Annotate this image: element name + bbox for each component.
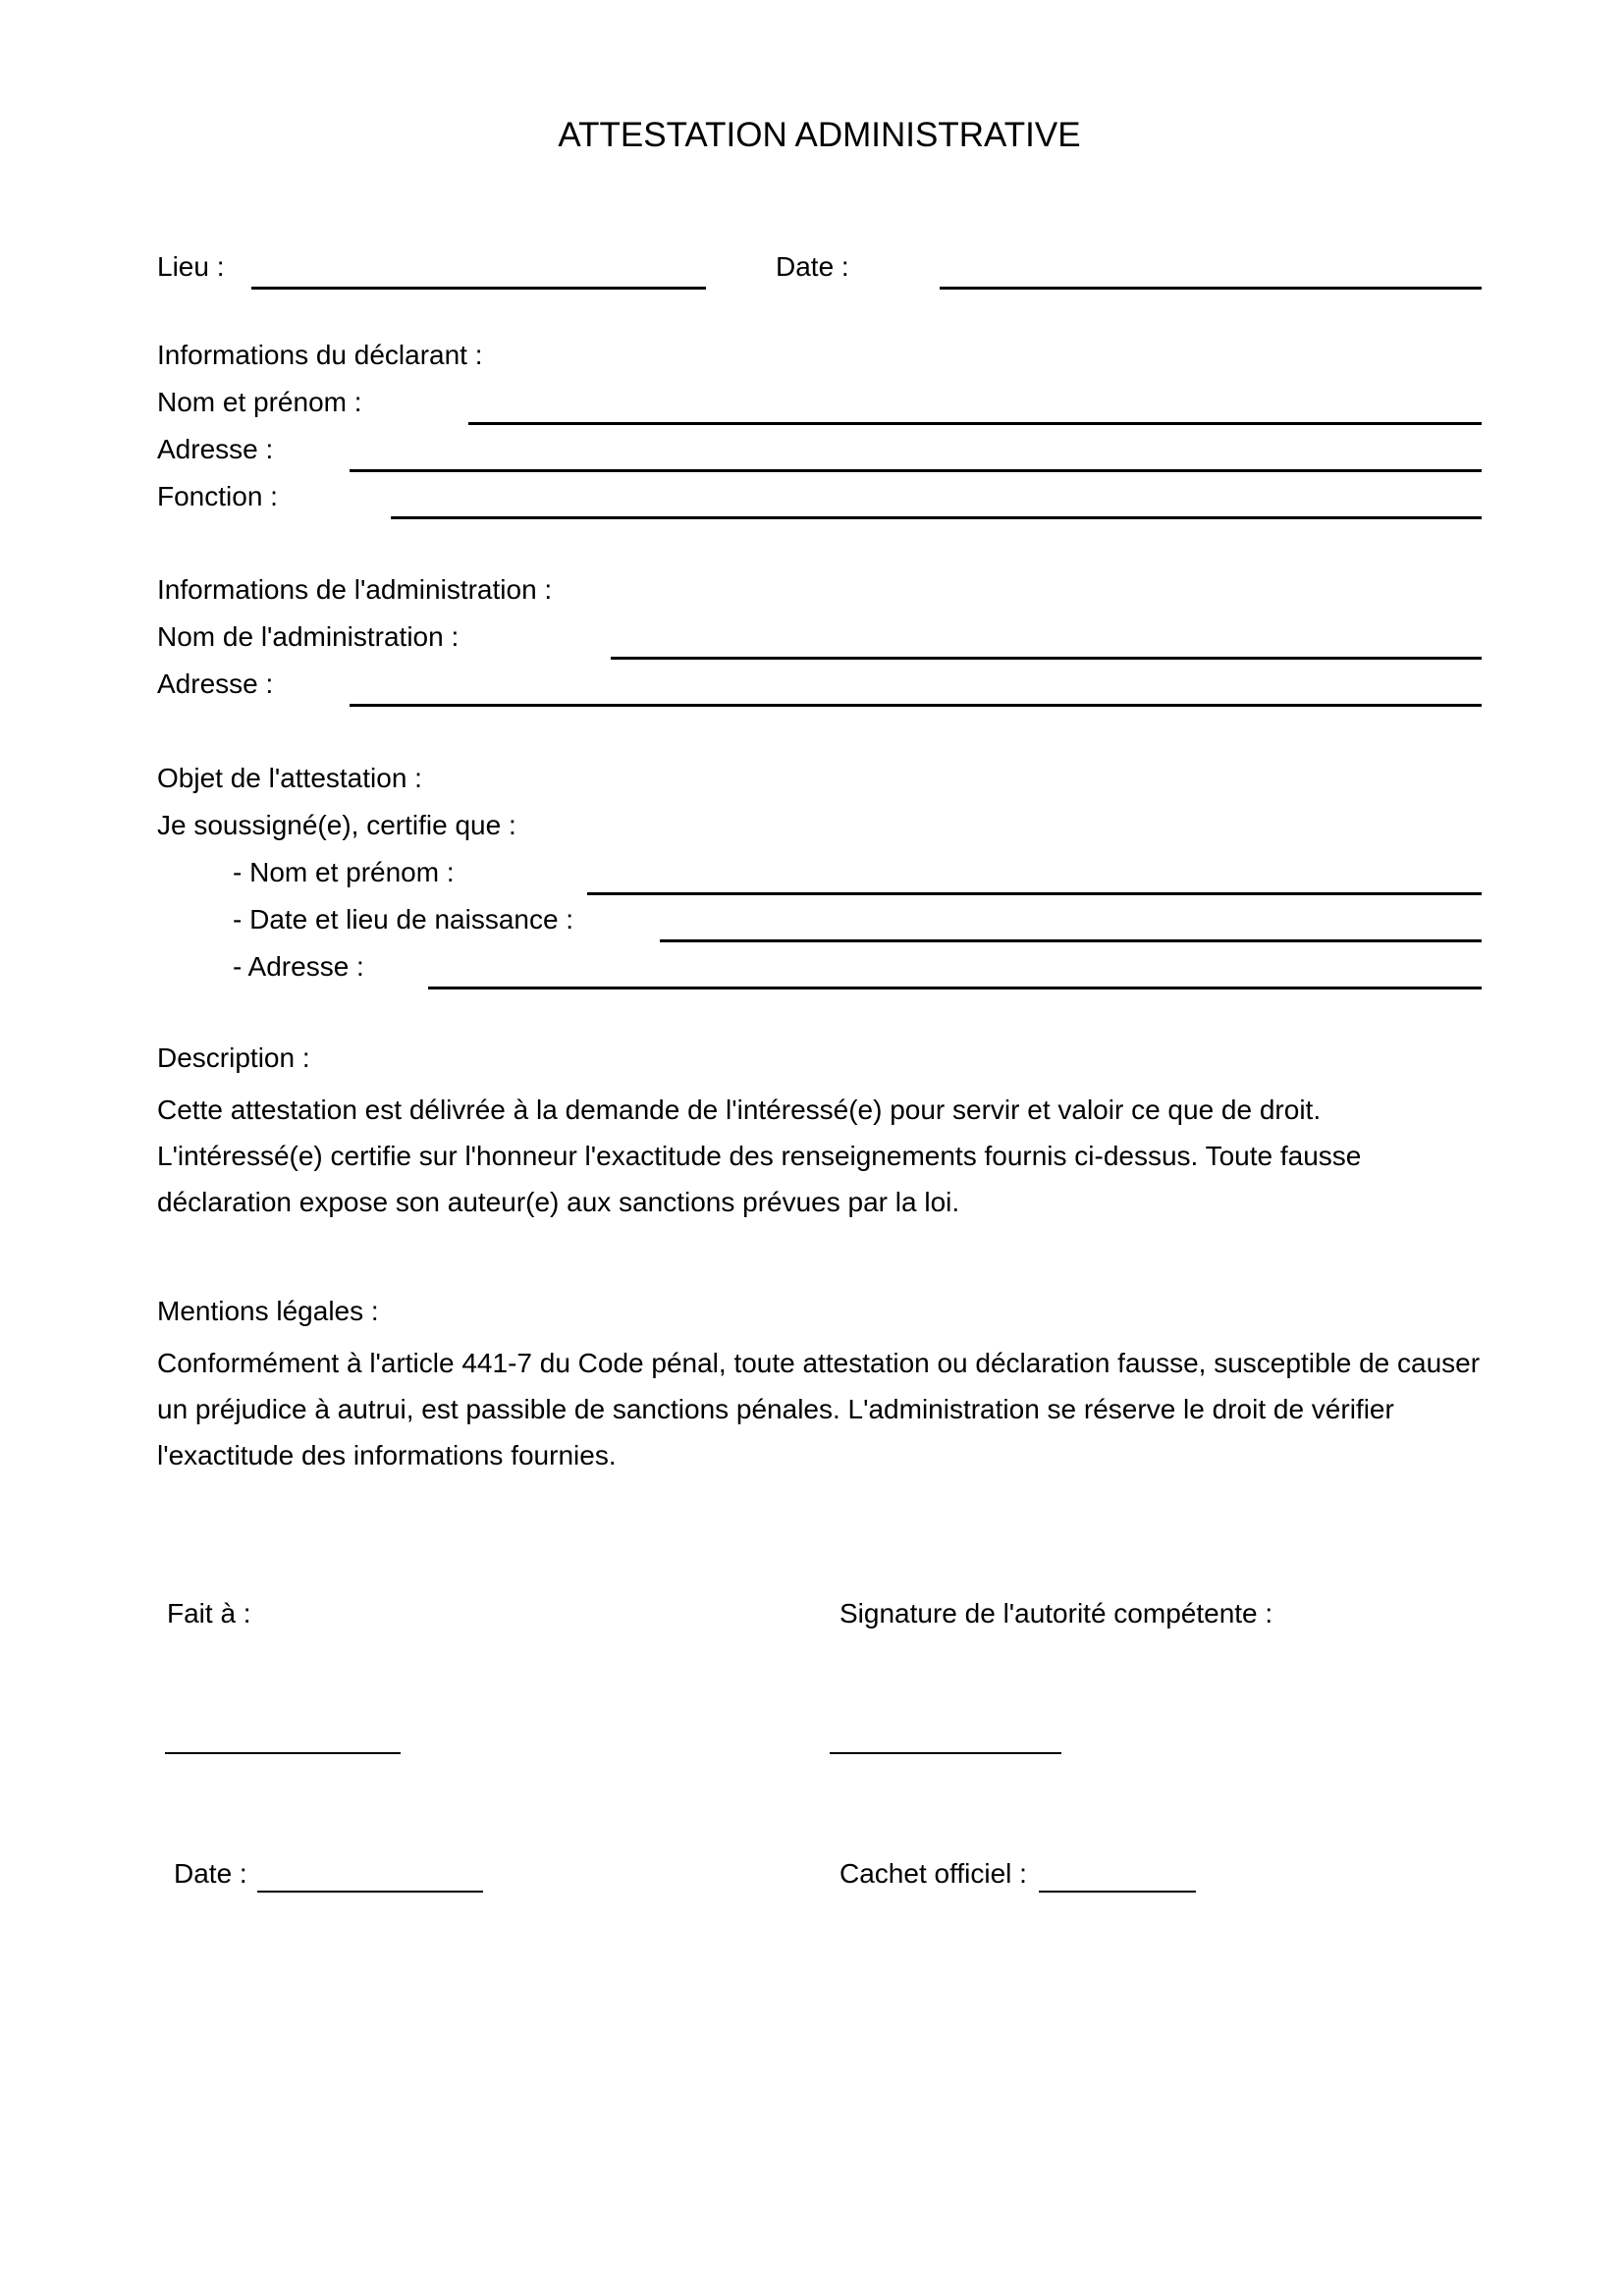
administration-nom-blank-line <box>611 657 1482 660</box>
page-title: ATTESTATION ADMINISTRATIVE <box>558 116 1081 154</box>
administration-adresse-field <box>157 660 1482 707</box>
date-field <box>776 253 1482 290</box>
objet-item-adresse-field <box>157 942 1482 989</box>
fait-cell <box>157 1600 830 1628</box>
declarant-adresse-blank-line <box>350 469 1482 472</box>
administration-heading: Informations de l'administration : <box>157 574 553 605</box>
lieu-date-row <box>157 242 1482 290</box>
description-body-line: L'intéressé(e) certifie sur l'honneur l'exactitude des renseignements fournis ci-dessus. Toute fausse <box>157 1141 1362 1171</box>
date-cachet-row <box>157 1845 1482 1893</box>
lieu-label: Lieu : <box>157 251 225 282</box>
mentions-body <box>157 1340 1482 1478</box>
description-heading: Description : <box>157 1042 310 1073</box>
objet-item-nom-blank-line <box>587 892 1482 895</box>
mentions-body-line: l'exactitude des informations fournies. <box>157 1440 617 1470</box>
footer-date-label: Date : <box>174 1858 247 1889</box>
mentions-body-line: un préjudice à autrui, est passible de sanctions pénales. L'administration se réserve le droit de vérifier <box>157 1394 1394 1424</box>
signature-blank-line-left <box>165 1752 401 1754</box>
description-body-line: Cette attestation est délivrée à la demande de l'intéressé(e) pour servir et valoir ce que de droit. <box>157 1095 1322 1125</box>
declarant-fonction-label: Fonction : <box>157 481 278 511</box>
objet-item-nom-label: - Nom et prénom : <box>233 857 455 887</box>
footer-date-blank-line <box>257 1891 483 1893</box>
lieu-blank-line <box>251 287 707 290</box>
declarant-nom-field <box>157 378 1482 425</box>
fait-signature-row <box>157 1600 1482 1628</box>
date-label: Date : <box>776 251 849 282</box>
administration-adresse-blank-line <box>350 704 1482 707</box>
cachet-label: Cachet officiel : <box>839 1858 1027 1889</box>
administration-section-heading-row <box>157 565 1482 613</box>
objet-heading: Objet de l'attestation : <box>157 763 422 793</box>
date-blank-line <box>940 287 1482 290</box>
cachet-cell <box>830 1860 1482 1893</box>
administration-nom-label: Nom de l'administration : <box>157 621 460 652</box>
description-body-line: déclaration expose son auteur(e) aux sanctions prévues par la loi. <box>157 1187 960 1217</box>
declarant-fonction-field <box>157 472 1482 519</box>
description-section-heading-row <box>157 1034 1482 1081</box>
signature-line-right-cell <box>830 1752 1482 1754</box>
signature-blank-line-right <box>830 1752 1061 1754</box>
objet-item-adresse-label: - Adresse : <box>233 951 364 982</box>
fait-a-label: Fait à : <box>167 1598 251 1629</box>
declarant-adresse-label: Adresse : <box>157 434 274 464</box>
mentions-body-line: Conformément à l'article 441-7 du Code pénal, toute attestation ou déclaration fausse, susceptible de causer <box>157 1348 1481 1378</box>
declarant-nom-blank-line <box>468 422 1482 425</box>
mentions-heading: Mentions légales : <box>157 1296 379 1326</box>
cachet-blank-line <box>1039 1891 1196 1893</box>
footer-date-cell <box>157 1860 830 1893</box>
declarant-section-heading-row <box>157 331 1482 378</box>
signature-lines-row <box>157 1752 1482 1754</box>
declarant-fonction-blank-line <box>391 516 1482 519</box>
objet-item-naissance-label: - Date et lieu de naissance : <box>233 904 574 934</box>
objet-item-naissance-field <box>157 895 1482 942</box>
description-body <box>157 1087 1482 1225</box>
declarant-adresse-field <box>157 425 1482 472</box>
signature-line-left-cell <box>157 1752 830 1754</box>
declarant-heading: Informations du déclarant : <box>157 340 483 370</box>
lieu-field <box>157 253 706 290</box>
declarant-nom-label: Nom et prénom : <box>157 387 362 417</box>
objet-item-naissance-blank-line <box>660 939 1482 942</box>
objet-item-nom-field <box>157 848 1482 895</box>
objet-intro-text: Je soussigné(e), certifie que : <box>157 810 516 840</box>
signature-cell <box>830 1600 1482 1628</box>
objet-section-heading-row <box>157 754 1482 801</box>
objet-intro-row <box>157 801 1482 848</box>
administration-adresse-label: Adresse : <box>157 668 274 699</box>
administration-nom-field <box>157 613 1482 660</box>
mentions-section-heading-row <box>157 1287 1482 1334</box>
signature-authority-label: Signature de l'autorité compétente : <box>839 1598 1273 1629</box>
objet-item-adresse-blank-line <box>428 987 1482 989</box>
